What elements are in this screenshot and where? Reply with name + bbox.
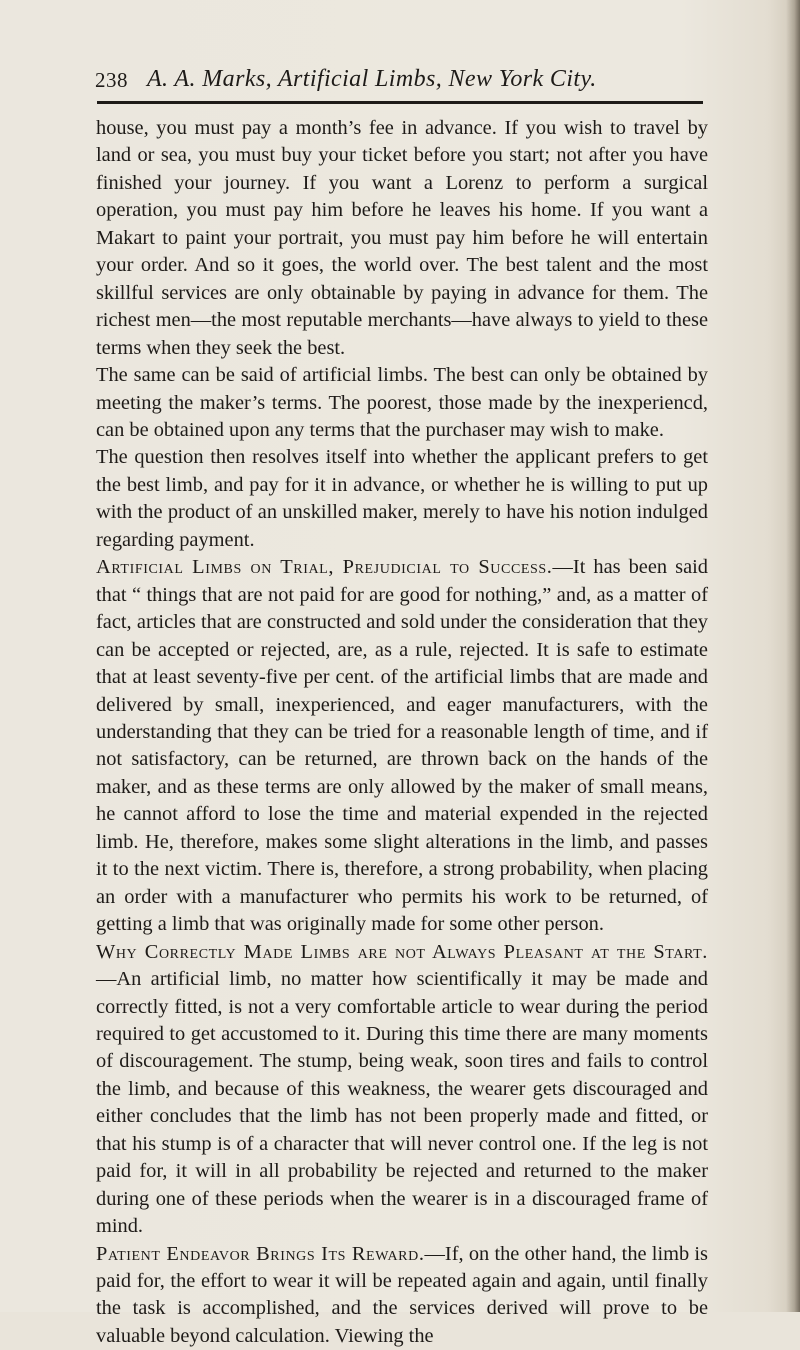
paragraph xyxy=(96,115,708,362)
section-heading: Why Correctly Made Limbs are not Always Pleasant at the Start. xyxy=(96,940,708,963)
paragraph xyxy=(96,554,708,938)
paragraph xyxy=(96,444,708,554)
paragraph xyxy=(96,1241,708,1350)
paragraph xyxy=(96,939,708,1241)
section-heading: Artificial Limbs on Trial, Prejudicial to Success. xyxy=(96,556,553,579)
paragraph xyxy=(96,362,708,444)
paragraph-text: —An artificial limb, no matter how scientifically it may be made and correctly fitted, is not a very comfortable article to wear during the period required to get accustomed to it. During this time there are many moments of discouragement. The stump, being weak, soon tires and fails to control the limb, and because of this weakness, the wearer gets discouraged and either concludes that the limb has not been properly made and fitted, or that his stump is of a character that will never control one. If the leg is not paid for, it will in all probability be rejected and returned to the maker during one of these periods when the wearer is in a discouraged frame of mind. xyxy=(96,968,708,1238)
paragraph-text: The question then resolves itself into whether the applicant prefers to get the best limb, and pay for it in advance, or whether he is willing to put up with the product of an unskilled maker, merely to have his notion indulged regarding payment. xyxy=(96,446,708,551)
paragraph-text: —If, on the other hand, the limb is paid for, the effort to wear it will be repeated again and again, until finally the task is accomplished, and the services derived will prove to be valuable beyond calculation. Viewing the xyxy=(96,1242,708,1347)
page-number: 238 xyxy=(95,68,128,92)
section-heading: Patient Endeavor Brings Its Reward. xyxy=(96,1242,425,1265)
header-rule xyxy=(97,101,703,104)
paragraph-text: —It has been said that “ things that are not paid for are good for nothing,” and, as a matter of fact, articles that are constructed and sold under the consideration that they can be accepted or rejected, are, as a rule, rejected. It is safe to estimate that at least seventy-five per cent. of the artificial limbs that are made and delivered by small, inexperienced, and eager manufacturers, with the understanding that they can be tried for a reasonable length of time, and if not satisfactory, can be returned, are thrown back on the hands of the maker, and as these terms are only allowed by the maker of small means, he cannot afford to lose the time and material expended in the rejected limb. He, therefore, makes some slight alterations in the limb, and passes it to the next victim. There is, therefore, a strong probability, when placing an order with a manufacturer who permits his work to be returned, of getting a limb that was originally made for some other person. xyxy=(96,556,708,936)
page-header xyxy=(95,66,707,100)
paragraph-text: house, you must pay a month’s fee in advance. If you wish to travel by land or sea, you must buy your ticket before you start; not after you have finished your journey. If you want a Lorenz to perform a surgical operation, you must pay him before he leaves his home. If you want a Makart to paint your portrait, you must pay him before he will entertain your order. And so it goes, the world over. The best talent and the most skillful services are only obtainable by paying in advance for them. The richest men—the most reputable merchants—have always to yield to these terms when they seek the best. xyxy=(96,117,708,359)
page-edge-shadow xyxy=(786,0,800,1312)
paragraph-text: The same can be said of artificial limbs. The best can only be obtained by meeting the maker’s terms. The poorest, those made by the inexperiencd, can be obtained upon any terms that the purchaser may wish to make. xyxy=(96,364,708,441)
body-text xyxy=(96,115,708,1350)
running-head: A. A. Marks, Artificial Limbs, New York City. xyxy=(147,66,597,92)
